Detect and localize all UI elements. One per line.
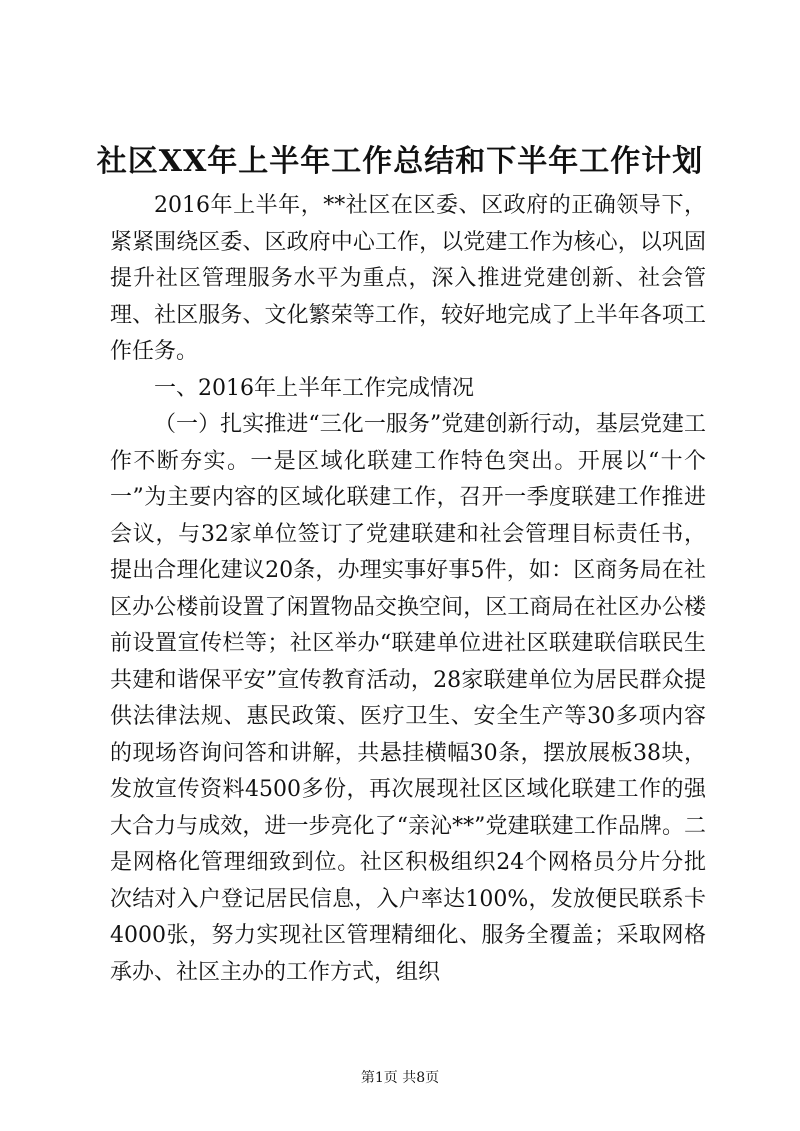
- document-title: 社区XX年上半年工作总结和下半年工作计划: [96, 144, 704, 179]
- document-body: [110, 188, 706, 991]
- paragraph-intro: 2016年上半年，**社区在区委、区政府的正确领导下，紧紧围绕区委、区政府中心工作，以党建工作为核心，以巩固提升社区管理服务水平为重点，深入推进党建创新、社会管理、社区服务、文化繁荣等工作，较好地完成了上半年各项工作任务。: [110, 193, 706, 364]
- section-heading: 一、2016年上半年工作完成情况: [154, 375, 474, 401]
- page-footer: 第1页 共8页: [360, 1070, 440, 1086]
- paragraph-party-building: （一）扎实推进“三化一服务”党建创新行动，基层党建工作不断夯实。一是区域化联建工作特色突出。开展以“十个一”为主要内容的区域化联建工作，召开一季度联建工作推进会议，与32家单位签订了党建联建和社会管理目标责任书，提出合理化建议20条，办理实事好事5件，如：区商务局在社区办公楼前设置了闲置物品交换空间，区工商局在社区办公楼前设置宣传栏等；社区举办“联建单位进社区联建联信联民生共建和谐保平安”宣传教育活动，28家联建单位为居民群众提供法律法规、惠民政策、医疗卫生、安全生产等30多项内容的现场咨询问答和讲解，共悬挂横幅30条，摆放展板38块，发放宣传资料4500多份，再次展现社区区域化联建工作的强大合力与成效，进一步亮化了“亲沁**”党建联建工作品牌。二是网格化管理细致到位。社区积极组织24个网格员分片分批次结对入户登记居民信息，入户率达100%，发放便民联系卡4000张，努力实现社区管理精细化、服务全覆盖；采取网格承办、社区主办的工作方式，组织: [110, 412, 706, 985]
